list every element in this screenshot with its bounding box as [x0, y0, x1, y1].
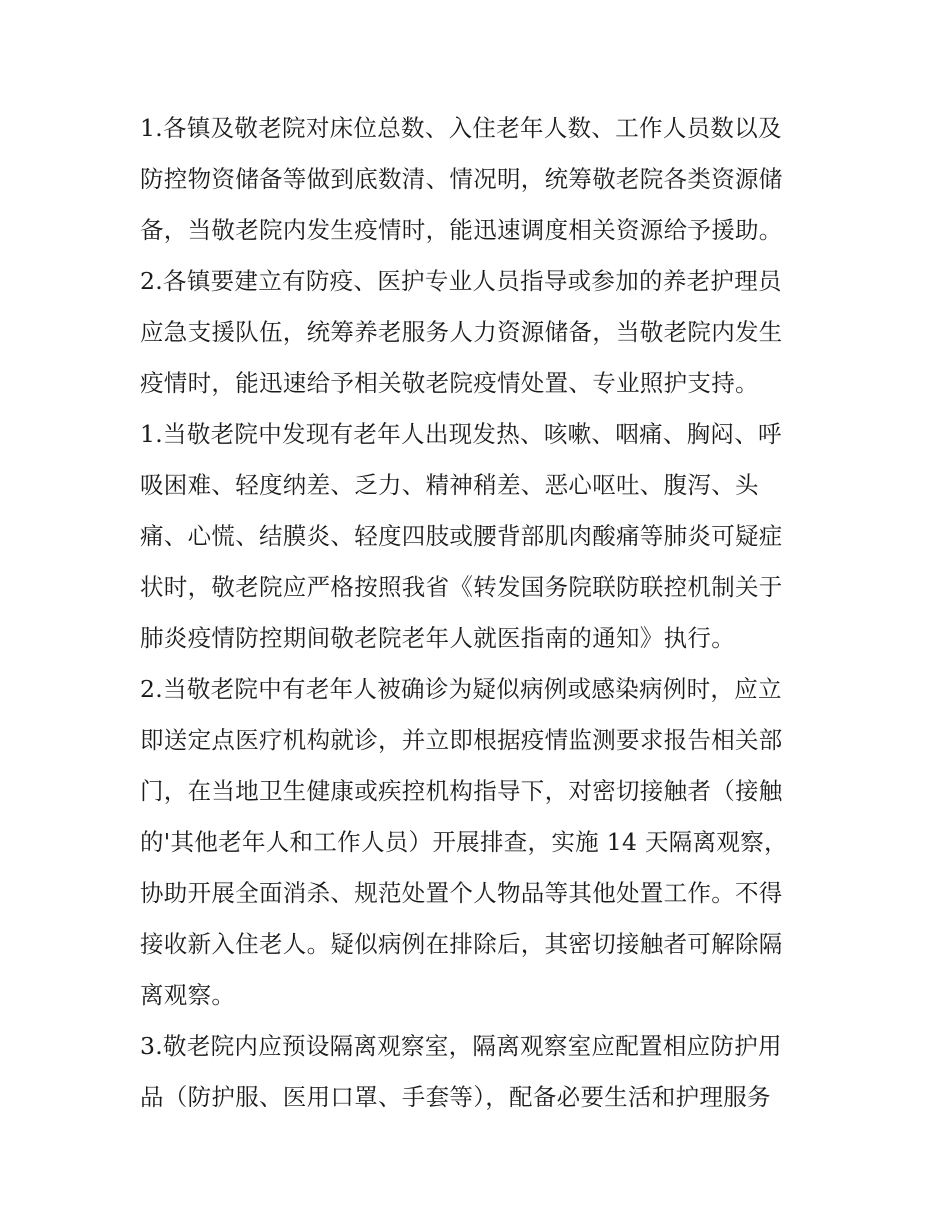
text-line-13: 即送定点医疗机构就诊，并立即根据疫情监测要求报告相关部 — [140, 726, 783, 754]
text-line-14: 门，在当地卫生健康或疾控机构指导下，对密切接触者（接触 — [140, 777, 783, 805]
text-line-4: 2.各镇要建立有防疫、医护专业人员指导或参加的养老护理员 — [140, 267, 782, 295]
text-line-6: 疫情时，能迅速给予相关敬老院疫情处置、专业照护支持。 — [140, 369, 759, 397]
text-line-18: 离观察。 — [140, 981, 236, 1009]
text-line-20: 品（防护服、医用口罩、手套等），配备必要生活和护理服务 — [140, 1083, 771, 1111]
text-line-8: 吸困难、轻度纳差、乏力、精神稍差、恶心呕吐、腹泻、头 — [140, 471, 759, 499]
document-body — [140, 103, 812, 1123]
text-line-16: 协助开展全面消杀、规范处置个人物品等其他处置工作。不得 — [140, 879, 783, 907]
text-line-5: 应急支援队伍，统筹养老服务人力资源储备，当敬老院内发生 — [140, 318, 783, 346]
text-line-9: 痛、心慌、结膜炎、轻度四肢或腰背部肌肉酸痛等肺炎可疑症 — [140, 522, 783, 550]
text-line-17: 接收新入住老人。疑似病例在排除后，其密切接触者可解除隔 — [140, 930, 783, 958]
text-line-7: 1.当敬老院中发现有老年人出现发热、咳嗽、咽痛、胸闷、呼 — [140, 420, 782, 448]
text-line-1: 1.各镇及敬老院对床位总数、入住老年人数、工作人员数以及 — [140, 114, 782, 142]
text-line-10: 状时，敬老院应严格按照我省《转发国务院联防联控机制关于 — [140, 573, 783, 601]
text-line-3: 备，当敬老院内发生疫情时，能迅速调度相关资源给予援助。 — [140, 216, 783, 244]
text-line-19: 3.敬老院内应预设隔离观察室，隔离观察室应配置相应防护用 — [140, 1032, 782, 1060]
text-line-15: 的'其他老年人和工作人员）开展排查，实施 14 天隔离观察， — [140, 828, 788, 856]
text-line-11: 肺炎疫情防控期间敬老院老年人就医指南的通知》执行。 — [140, 624, 735, 652]
text-line-2: 防控物资储备等做到底数清、情况明，统筹敬老院各类资源储 — [140, 165, 783, 193]
text-line-12: 2.当敬老院中有老年人被确诊为疑似病例或感染病例时，应立 — [140, 675, 782, 703]
